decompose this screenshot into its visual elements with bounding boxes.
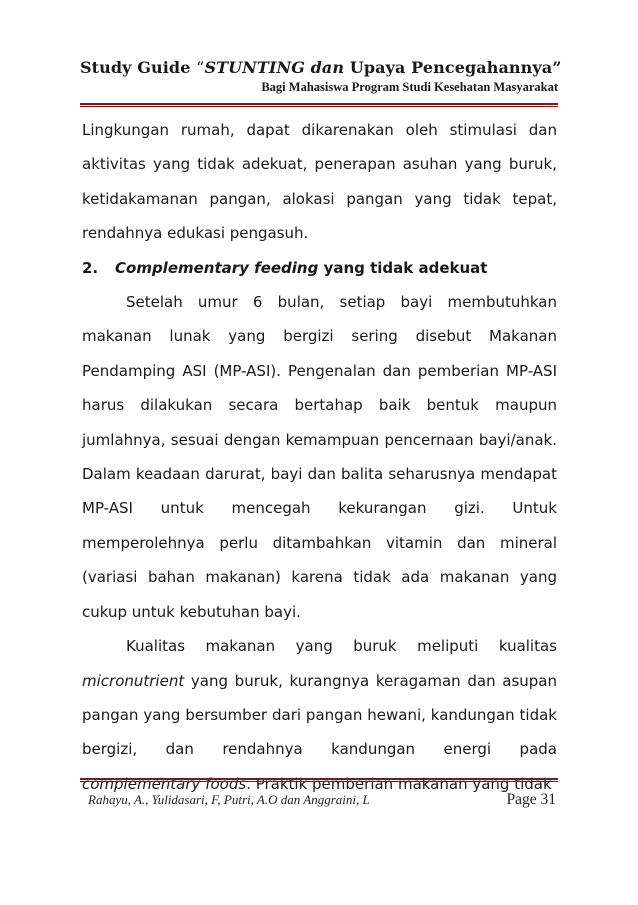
header-rule-thin — [80, 106, 558, 107]
footer-rule-thin — [80, 781, 558, 782]
paragraph-3 — [82, 629, 557, 801]
footer-rule — [80, 778, 558, 780]
page-footer — [88, 791, 556, 809]
header-study-guide: Study Guide — [80, 58, 191, 77]
paragraph-2: Setelah umur 6 bulan, setiap bayi membutuhkan makanan lunak yang bergizi sering disebut Makanan Pendamping ASI (MP-ASI). Pengenalan dan pemberian MP-ASI harus dilakukan secara bertahap baik bentuk maupun jumlahnya, sesuai dengan kemampuan pencernaan bayi/anak. Dalam keadaan darurat, bayi dan balita seharusnya mendapat MP-ASI untuk mencegah kekurangan gizi. Untuk memperolehnya perlu ditambahkan vitamin dan mineral (variasi bahan makanan) karena tidak ada makanan yang cukup untuk kebutuhan bayi. — [82, 293, 557, 621]
paragraph-3-term-micronutrient: micronutrient — [82, 671, 185, 690]
paragraph-3-text-a: Kualitas makanan yang buruk meliputi kualitas — [126, 637, 557, 656]
paragraph-3-term-complementary-foods: complementary foods — [82, 774, 247, 793]
heading-number: 2. — [82, 258, 99, 277]
section-heading — [82, 251, 557, 285]
header-rule — [80, 103, 558, 105]
page-number: Page 31 — [506, 791, 556, 808]
paragraph-3-text-e: . Praktik pemberian makanan yang tidak — [246, 774, 552, 793]
heading-rest: yang tidak adekuat — [318, 258, 488, 277]
header-title-italic: STUNTING dan — [204, 58, 345, 77]
paragraph-1: Lingkungan rumah, dapat dikarenakan oleh stimulasi dan aktivitas yang tidak adekuat, penerapan asuhan yang buruk, ketidakamanan pangan, alokasi pangan yang tidak tepat, rendahnya edukasi pengasuh. — [82, 121, 557, 243]
heading-italic: Complementary feeding — [115, 258, 319, 277]
page-header — [80, 58, 562, 95]
paragraph-3-text-c: yang buruk, kurangnya keragaman dan asupan pangan yang bersumber dari pangan hewani, kandungan tidak bergizi, dan rendahnya kandungan energi pada — [82, 671, 557, 759]
header-title — [80, 58, 562, 77]
page-body — [82, 113, 557, 801]
footer-authors: Rahayu, A., Yulidasari, F, Putri, A.O dan Anggraini, L — [88, 792, 370, 807]
header-open-quote: “ — [196, 58, 205, 77]
header-subtitle: Bagi Mahasiswa Program Studi Kesehatan Masyarakat — [261, 80, 558, 94]
header-title-rest: Upaya Pencegahannya” — [344, 58, 562, 77]
